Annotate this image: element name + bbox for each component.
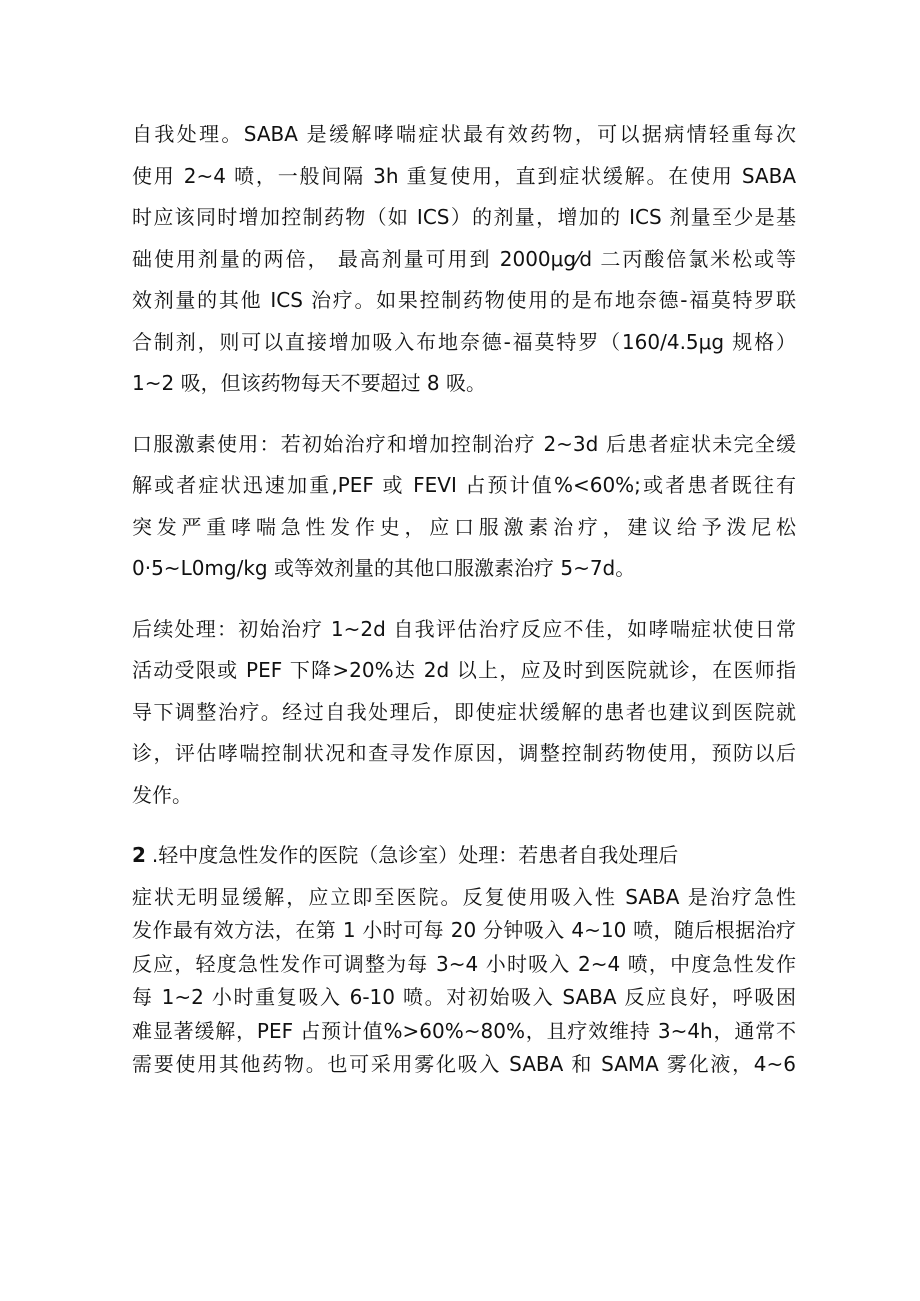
- text-line: 础使用剂量的两倍， 最高剂量可用到 2000μg⁄d 二丙酸倍氯米松或等: [132, 246, 796, 271]
- text-line: 时应该同时增加控制药物（如 ICS）的剂量，增加的 ICS 剂量至少是基: [132, 205, 796, 229]
- text-line: 后续处理：初始治疗 1~2d 自我评估治疗反应不佳，如哮喘症状使日常: [132, 616, 796, 641]
- section-heading: [132, 835, 796, 877]
- text-line: 1~2 吸，但该药物每天不要超过 8 吸。: [132, 371, 487, 395]
- text-line: 需要使用其他药物。也可采用雾化吸入 SABA 和 SAMA 雾化液，4~6: [132, 1052, 796, 1076]
- text-line: 0·5~L0mg/kg 或等效剂量的其他口服激素治疗 5~7d。: [132, 556, 636, 580]
- section-number: 2: [132, 843, 146, 867]
- text-line: 解或者症状迅速加重,PEF 或 FEVI 占预计值%<60%;或者患者既往有: [132, 473, 796, 497]
- text-line: 诊，评估哮喘控制状况和查寻发作原因，调整控制药物使用，预防以后: [132, 741, 796, 765]
- document-page: [132, 114, 796, 1082]
- text-line: 难显著缓解，PEF 占预计值%>60%~80%，且疗效维持 3~4h，通常不: [132, 1018, 796, 1043]
- text-line: 合制剂，则可以直接增加吸入布地奈德-福莫特罗（160/4.5μg 规格）: [132, 329, 796, 354]
- text-line: 每 1~2 小时重复吸入 6-10 喷。对初始吸入 SABA 反应良好，呼吸困: [132, 985, 796, 1009]
- text-line: 效剂量的其他 ICS 治疗。如果控制药物使用的是布地奈德-福莫特罗联: [132, 288, 796, 312]
- text-line: 反应，轻度急性发作可调整为每 3~4 小时吸入 2~4 喷，中度急性发作: [132, 951, 796, 976]
- text-line: 突发严重哮喘急性发作史，应口服激素治疗，建议给予泼尼松: [132, 514, 796, 539]
- paragraph-hospital-treatment: [132, 881, 796, 1082]
- paragraph-self-treatment: [132, 114, 796, 405]
- text-line: 发作最有效方法，在第 1 小时可每 20 分钟吸入 4~10 喷，随后根据治疗: [132, 918, 796, 942]
- text-line: 自我处理。SABA 是缓解哮喘症状最有效药物，可以据病情轻重每次: [132, 122, 796, 146]
- text-line: 使用 2~4 喷，一般间隔 3h 重复使用，直到症状缓解。在使用 SABA: [132, 163, 796, 188]
- paragraph-oral-steroid: [132, 424, 796, 590]
- section-title: .轻中度急性发作的医院（急诊室）处理：若患者自我处理后: [151, 843, 679, 867]
- text-line: 发作。: [132, 782, 192, 807]
- text-line: 导下调整治疗。经过自我处理后，即使症状缓解的患者也建议到医院就: [132, 699, 796, 724]
- paragraph-follow-up: [132, 609, 796, 817]
- text-line: 口服激素使用：若初始治疗和增加控制治疗 2~3d 后患者症状未完全缓: [132, 431, 796, 456]
- text-line: 症状无明显缓解，应立即至医院。反复使用吸入性 SABA 是治疗急性: [132, 884, 796, 909]
- text-line: 活动受限或 PEF 下降>20%达 2d 以上，应及时到医院就诊，在医师指: [132, 658, 796, 682]
